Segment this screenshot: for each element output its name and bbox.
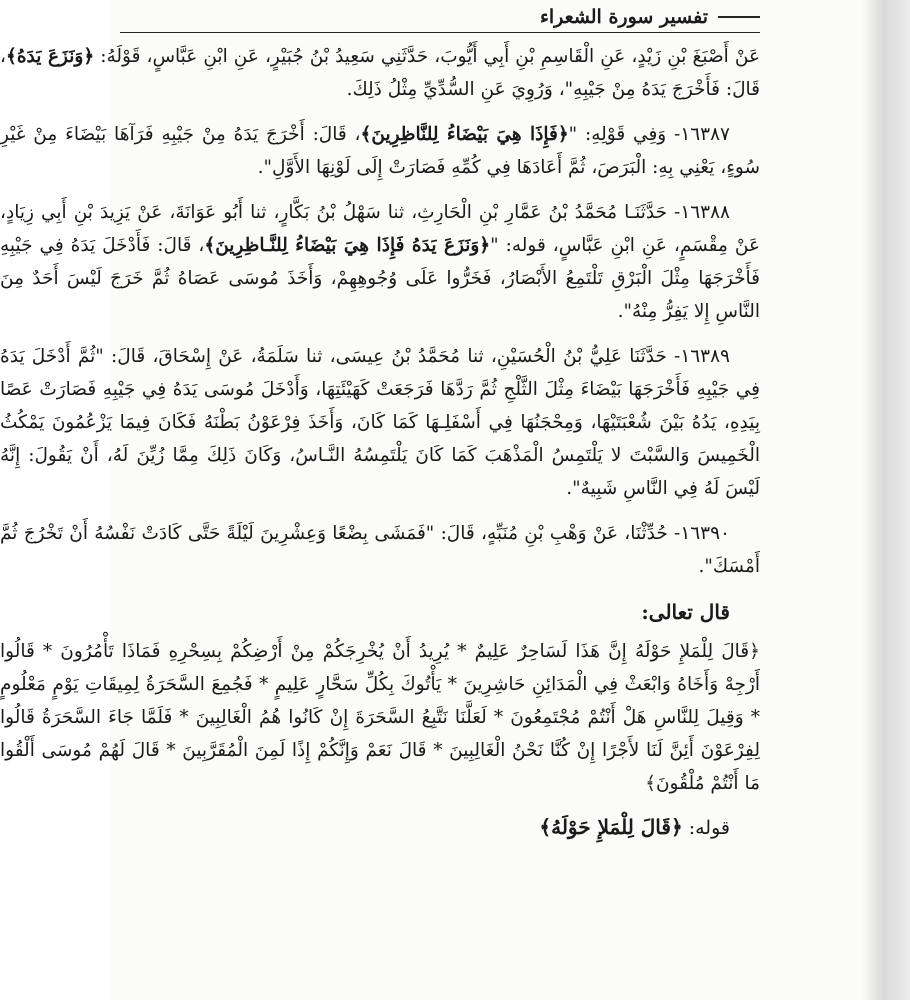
quran-quote: ﴿فَإِذَا هِيَ بَيْضَاءُ لِلنَّاظِرِينَ﴾ <box>360 124 569 145</box>
commentary-start <box>0 810 730 845</box>
paragraph-text: عَنْ أَصْبَغَ بْنِ زَيْدٍ، عَنِ الْقَاسِمِ بْنِ أَبِي أَيُّوبَ، حَدَّثَنِي سَعِيدُ بْنُ جُبَيْرٍ، عَنِ ابْنِ عَبَّاسٍ، قَوْلَهُ: <box>94 46 760 67</box>
paragraph-text: ، قَالَ: فَأَدْخَلَ يَدَهُ فِي جَيْبِهِ فَأَخْرَجَهَا مِثْلَ الْبَرْقِ تَلْتَمِعُ الأَبْصَارُ، فَخَرُّوا عَلَى وُجُوهِهِمْ، وَأَخَذَ مُوسَى عَصَاهُ ثُمَّ خَرَجَ لَيْسَ أَحَدٌ مِنَ النَّاسِ إِلا يَفِرُّ مِنْهُ". <box>0 235 760 322</box>
paragraph-hadith-16389 <box>0 340 760 505</box>
section-heading: قال تعالى: <box>641 600 730 624</box>
paragraph-isnad-continuation <box>0 40 760 106</box>
quran-quote: ﴿قَالَ لِلْمَلإِ حَوْلَهُ﴾ <box>539 815 683 839</box>
paragraph-hadith-16390 <box>0 517 760 583</box>
paragraph-text: ١٦٣٨٩- حَدَّثَنَا عَلِيُّ بْنُ الْحُسَيْنِ، ثنا مُحَمَّدُ بْنُ عِيسَى، ثنا سَلَمَةُ، عَنْ إِسْحَاقَ، قَالَ: "ثُمَّ أَدْخَلَ يَدَهُ فِي جَيْبِهِ فَأَخْرَجَهَا بَيْضَاءَ مِثْلَ الثَّلْجِ ثُمَّ رَدَّهَا فَرَجَعَتْ كَهَيْئَتِهَا، وَأَدْخَلَ مُوسَى يَدَهُ فِي جَيْبِهِ فَصَارَتْ عَصًا بِيَدِهِ، يَدُهُ بَيْنَ شُعْبَتَيْهَا، وَمِحْجَنُهَا فِي أَسْفَلِـهَا كَمَا كَانَ، وَأَخَذَ فِرْعَوْنُ بَطْنَهُ فَكَانَ فِيمَا يَزْعُمُونَ يَمْكُثُ الْخَمِيسَ وَالسَّبْتَ لا يَلْتَمِسُ الْمَذْهَبَ كَمَا كَانَ يَلْتَمِسُهُ النَّـاسُ، وَكَانَ ذَلِكَ مِمَّا زُيِّنَ لَهُ، أَنْ يَقُولَ: إِنَّهُ لَيْسَ لَهُ فِي النَّاسِ شَبِيهٌ". <box>0 346 760 499</box>
paragraph-text: ، قَالَ: فَأَخْرَجَ يَدَهُ مِنْ جَيْبِهِ"، وَرُوِيَ عَنِ السُّدِّيِّ مِثْلُ ذَلِكَ. <box>0 46 760 100</box>
page-body <box>0 40 760 990</box>
paragraph-text: ، قَالَ: أَخْرَجَ يَدَهُ مِنْ جَيْبِهِ فَرَآهَا بَيْضَاءَ مِنْ غَيْرِ سُوءٍ، يَعْنِي بِهِ: الْبَرَصَ، ثُمَّ أَعَادَهَا فِي كُمِّهِ فَصَارَتْ إِلَى لَوْنِهَا الأَوَّلِ". <box>0 124 760 178</box>
paragraph-hadith-16388 <box>0 196 760 328</box>
commentary-label: قوله: <box>682 817 730 839</box>
paragraph-text: ١٦٣٨٨- حَدَّثَنَـا مُحَمَّدُ بْنُ عَمَّارِ بْنِ الْحَارِثِ، ثنا سَهْلُ بْنُ بَكَّارٍ، ثنا أَبُو عَوَانَةَ، عَنْ يَزِيدَ بْنِ أَبِي زِيَادٍ، عَنْ مِقْسَمٍ، عَنِ ابْنِ عَبَّاسٍ، قوله: " <box>0 202 760 256</box>
running-title: تفسير سورة الشعراء <box>539 6 708 28</box>
page-header <box>120 2 760 33</box>
header-rule-dash <box>718 16 760 18</box>
paragraph-hadith-16387 <box>0 118 760 184</box>
quran-verses-block: ﴿قَالَ لِلْمَلإِ حَوْلَهُ إِنَّ هَذَا لَسَاحِرٌ عَلِيمٌ * يُرِيدُ أَنْ يُخْرِجَكُمْ مِنْ أَرْضِكُمْ بِسِحْرِهِ فَمَاذَا تَأْمُرُونَ * قَالُوا أَرْجِهْ وَأَخَاهُ وَابْعَثْ فِي الْمَدَائِنِ حَاشِرِينَ * يَأْتُوكَ بِكُلِّ سَحَّارٍ عَلِيمٍ * فَجُمِعَ السَّحَرَةُ لِمِيقَاتِ يَوْمٍ مَعْلُومٍ * وَقِيلَ لِلنَّاسِ هَلْ أَنْتُمْ مُجْتَمِعُونَ * لَعَلَّنَا نَتَّبِعُ السَّحَرَةَ إِنْ كَانُوا هُمُ الْغَالِبِينَ * فَلَمَّا جَاءَ السَّحَرَةُ قَالُوا لِفِرْعَوْنَ أَئِنَّ لَنَا لأَجْرًا إِنْ كُنَّا نَحْنُ الْغَالِبِينَ * قَالَ نَعَمْ وَإِنَّكُمْ إِذًا لَمِنَ الْمُقَرَّبِينَ * قَالَ لَهُمْ مُوسَى أَلْقُوا مَا أَنْتُمْ مُلْقُونَ﴾ <box>0 641 760 794</box>
quran-quote: ﴿وَنَزَعَ يَدَهُ﴾ <box>5 46 95 67</box>
paragraph-text: ١٦٣٩٠- حُدِّثْنَا، عَنْ وَهْبِ بْنِ مُنَبِّهٍ، قَالَ: "فَمَشَى بِضْعًا وَعِشْرِينَ لَيْلَةً حَتَّى كَادَتْ نَفْسُهُ أَنْ تَخْرُجَ ثُمَّ أَمْسَكَ". <box>0 523 760 577</box>
quran-quote: ﴿وَنَزَعَ يَدَهُ فَإِذَا هِيَ بَيْضَاءُ لِلنَّـاظِرِينَ﴾ <box>204 235 491 256</box>
paragraph-text: ١٦٣٨٧- وَفِي قَوْلِهِ: " <box>568 124 730 145</box>
